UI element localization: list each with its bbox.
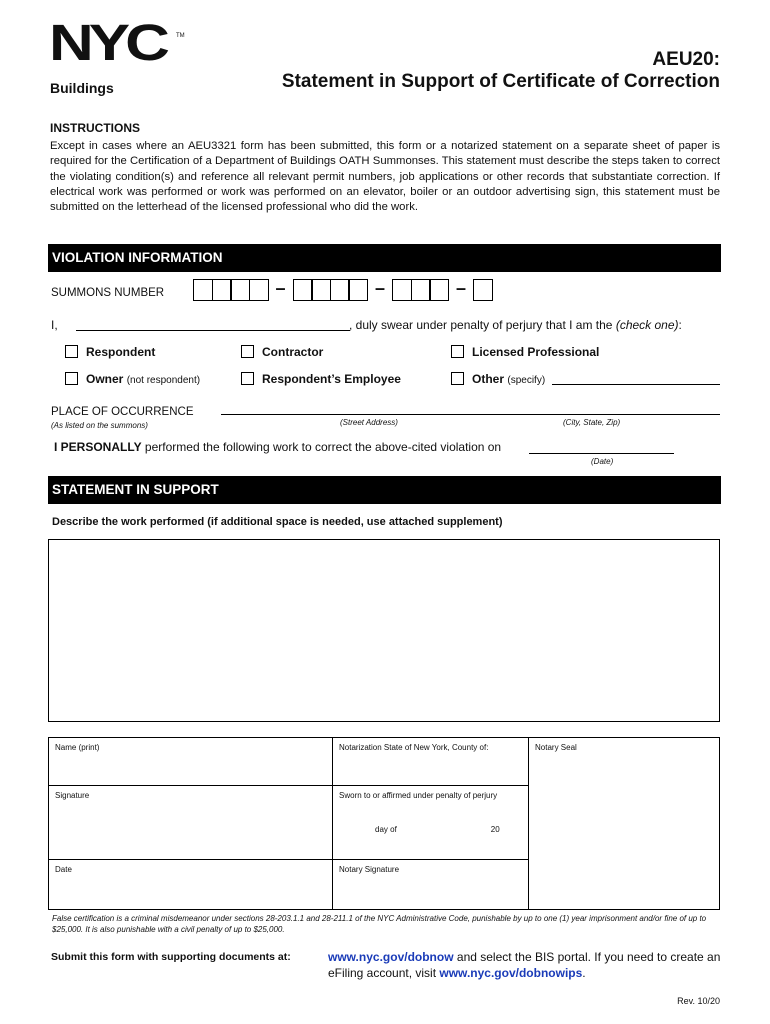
other-specify-input[interactable]	[552, 384, 720, 385]
revision-label: Rev. 10/20	[677, 996, 720, 1006]
submit-instructions: www.nyc.gov/dobnow and select the BIS portal. If you need to create an eFiling account, visit www.nyc.gov/dobnowips.	[328, 950, 721, 980]
violation-section-header: VIOLATION INFORMATION	[48, 244, 721, 272]
date-field[interactable]: Date	[49, 860, 333, 910]
street-address-caption: (Street Address)	[340, 418, 398, 427]
contractor-checkbox[interactable]	[241, 345, 254, 358]
notary-signature-field[interactable]: Notary Signature	[333, 860, 529, 910]
instructions-heading: INSTRUCTIONS	[50, 121, 140, 135]
logo-subtitle: Buildings	[50, 80, 114, 96]
option-respondent[interactable]: Respondent	[65, 345, 155, 359]
option-employee[interactable]: Respondent’s Employee	[241, 372, 401, 386]
owner-checkbox[interactable]	[65, 372, 78, 385]
false-certification-notice: False certification is a criminal misdemeanor under sections 28-203.1.1 and 28-211.1 of the NYC Administrative Code, punishable by up to one (1) year imprisonment and/or fine of up to $25,000. It is also punishable with a civil penalty of up to $25,000.	[52, 914, 707, 934]
personally-statement: I PERSONALLY performed the following work to correct the above-cited violation on	[54, 440, 502, 454]
nyc-logo: NYC	[49, 14, 165, 72]
employee-checkbox[interactable]	[241, 372, 254, 385]
form-code: AEU20:	[652, 49, 720, 70]
option-owner[interactable]: Owner (not respondent)	[65, 372, 200, 386]
work-description-textarea[interactable]	[48, 539, 720, 722]
place-of-occurrence-input[interactable]	[221, 414, 720, 415]
dobnowips-link[interactable]: www.nyc.gov/dobnowips	[439, 965, 583, 980]
place-of-occurrence-label: PLACE OF OCCURRENCE	[51, 406, 194, 418]
licensed-professional-checkbox[interactable]	[451, 345, 464, 358]
dobnow-link[interactable]: www.nyc.gov/dobnow	[328, 950, 454, 964]
form-title: Statement in Support of Certificate of Correction	[281, 71, 720, 92]
option-licensed-professional[interactable]: Licensed Professional	[451, 345, 599, 359]
option-other[interactable]: Other (specify)	[451, 372, 545, 386]
signature-field[interactable]: Signature	[49, 786, 333, 860]
notary-table	[48, 737, 720, 910]
statement-section-header: STATEMENT IN SUPPORT	[48, 476, 721, 504]
summons-number-field[interactable]: – – –	[193, 279, 493, 301]
sworn-field[interactable]: Sworn to or affirmed under penalty of perjury day of 20	[333, 786, 529, 860]
other-checkbox[interactable]	[451, 372, 464, 385]
swearer-name-input[interactable]	[76, 330, 350, 331]
submit-label: Submit this form with supporting documents at:	[51, 951, 291, 963]
swear-statement: , duly swear under penalty of perjury that I am the (check one):	[349, 318, 682, 332]
place-note: (As listed on the summons)	[51, 421, 148, 430]
summons-number-label: SUMMONS NUMBER	[51, 287, 165, 299]
notarization-county-field[interactable]: Notarization State of New York, County of:	[333, 738, 529, 786]
work-date-input[interactable]	[529, 453, 674, 454]
option-contractor[interactable]: Contractor	[241, 345, 323, 359]
swear-prefix: I,	[51, 318, 58, 332]
city-state-zip-caption: (City, State, Zip)	[563, 418, 621, 427]
instructions-body: Except in cases where an AEU3321 form has been submitted, this form or a notarized statement on a separate sheet of paper is required for the Certification of a Department of Buildings OATH Summonses. This statement must describe the steps taken to correct the violating condition(s) and reference all relevant permit numbers, job applications or other records that substantiate correction. If electrical work was performed or work was performed on an elevator, boiler or an outdoor advertising sign, this statement must be submitted on the letterhead of the licensed professional who did the work.	[50, 140, 720, 214]
respondent-checkbox[interactable]	[65, 345, 78, 358]
name-print-field[interactable]: Name (print)	[49, 738, 333, 786]
trademark-mark: TM	[176, 33, 185, 39]
describe-work-label: Describe the work performed (if additional space is needed, use attached supplement)	[52, 516, 503, 528]
date-caption: (Date)	[591, 457, 614, 466]
notary-seal-field[interactable]: Notary Seal	[529, 738, 720, 910]
